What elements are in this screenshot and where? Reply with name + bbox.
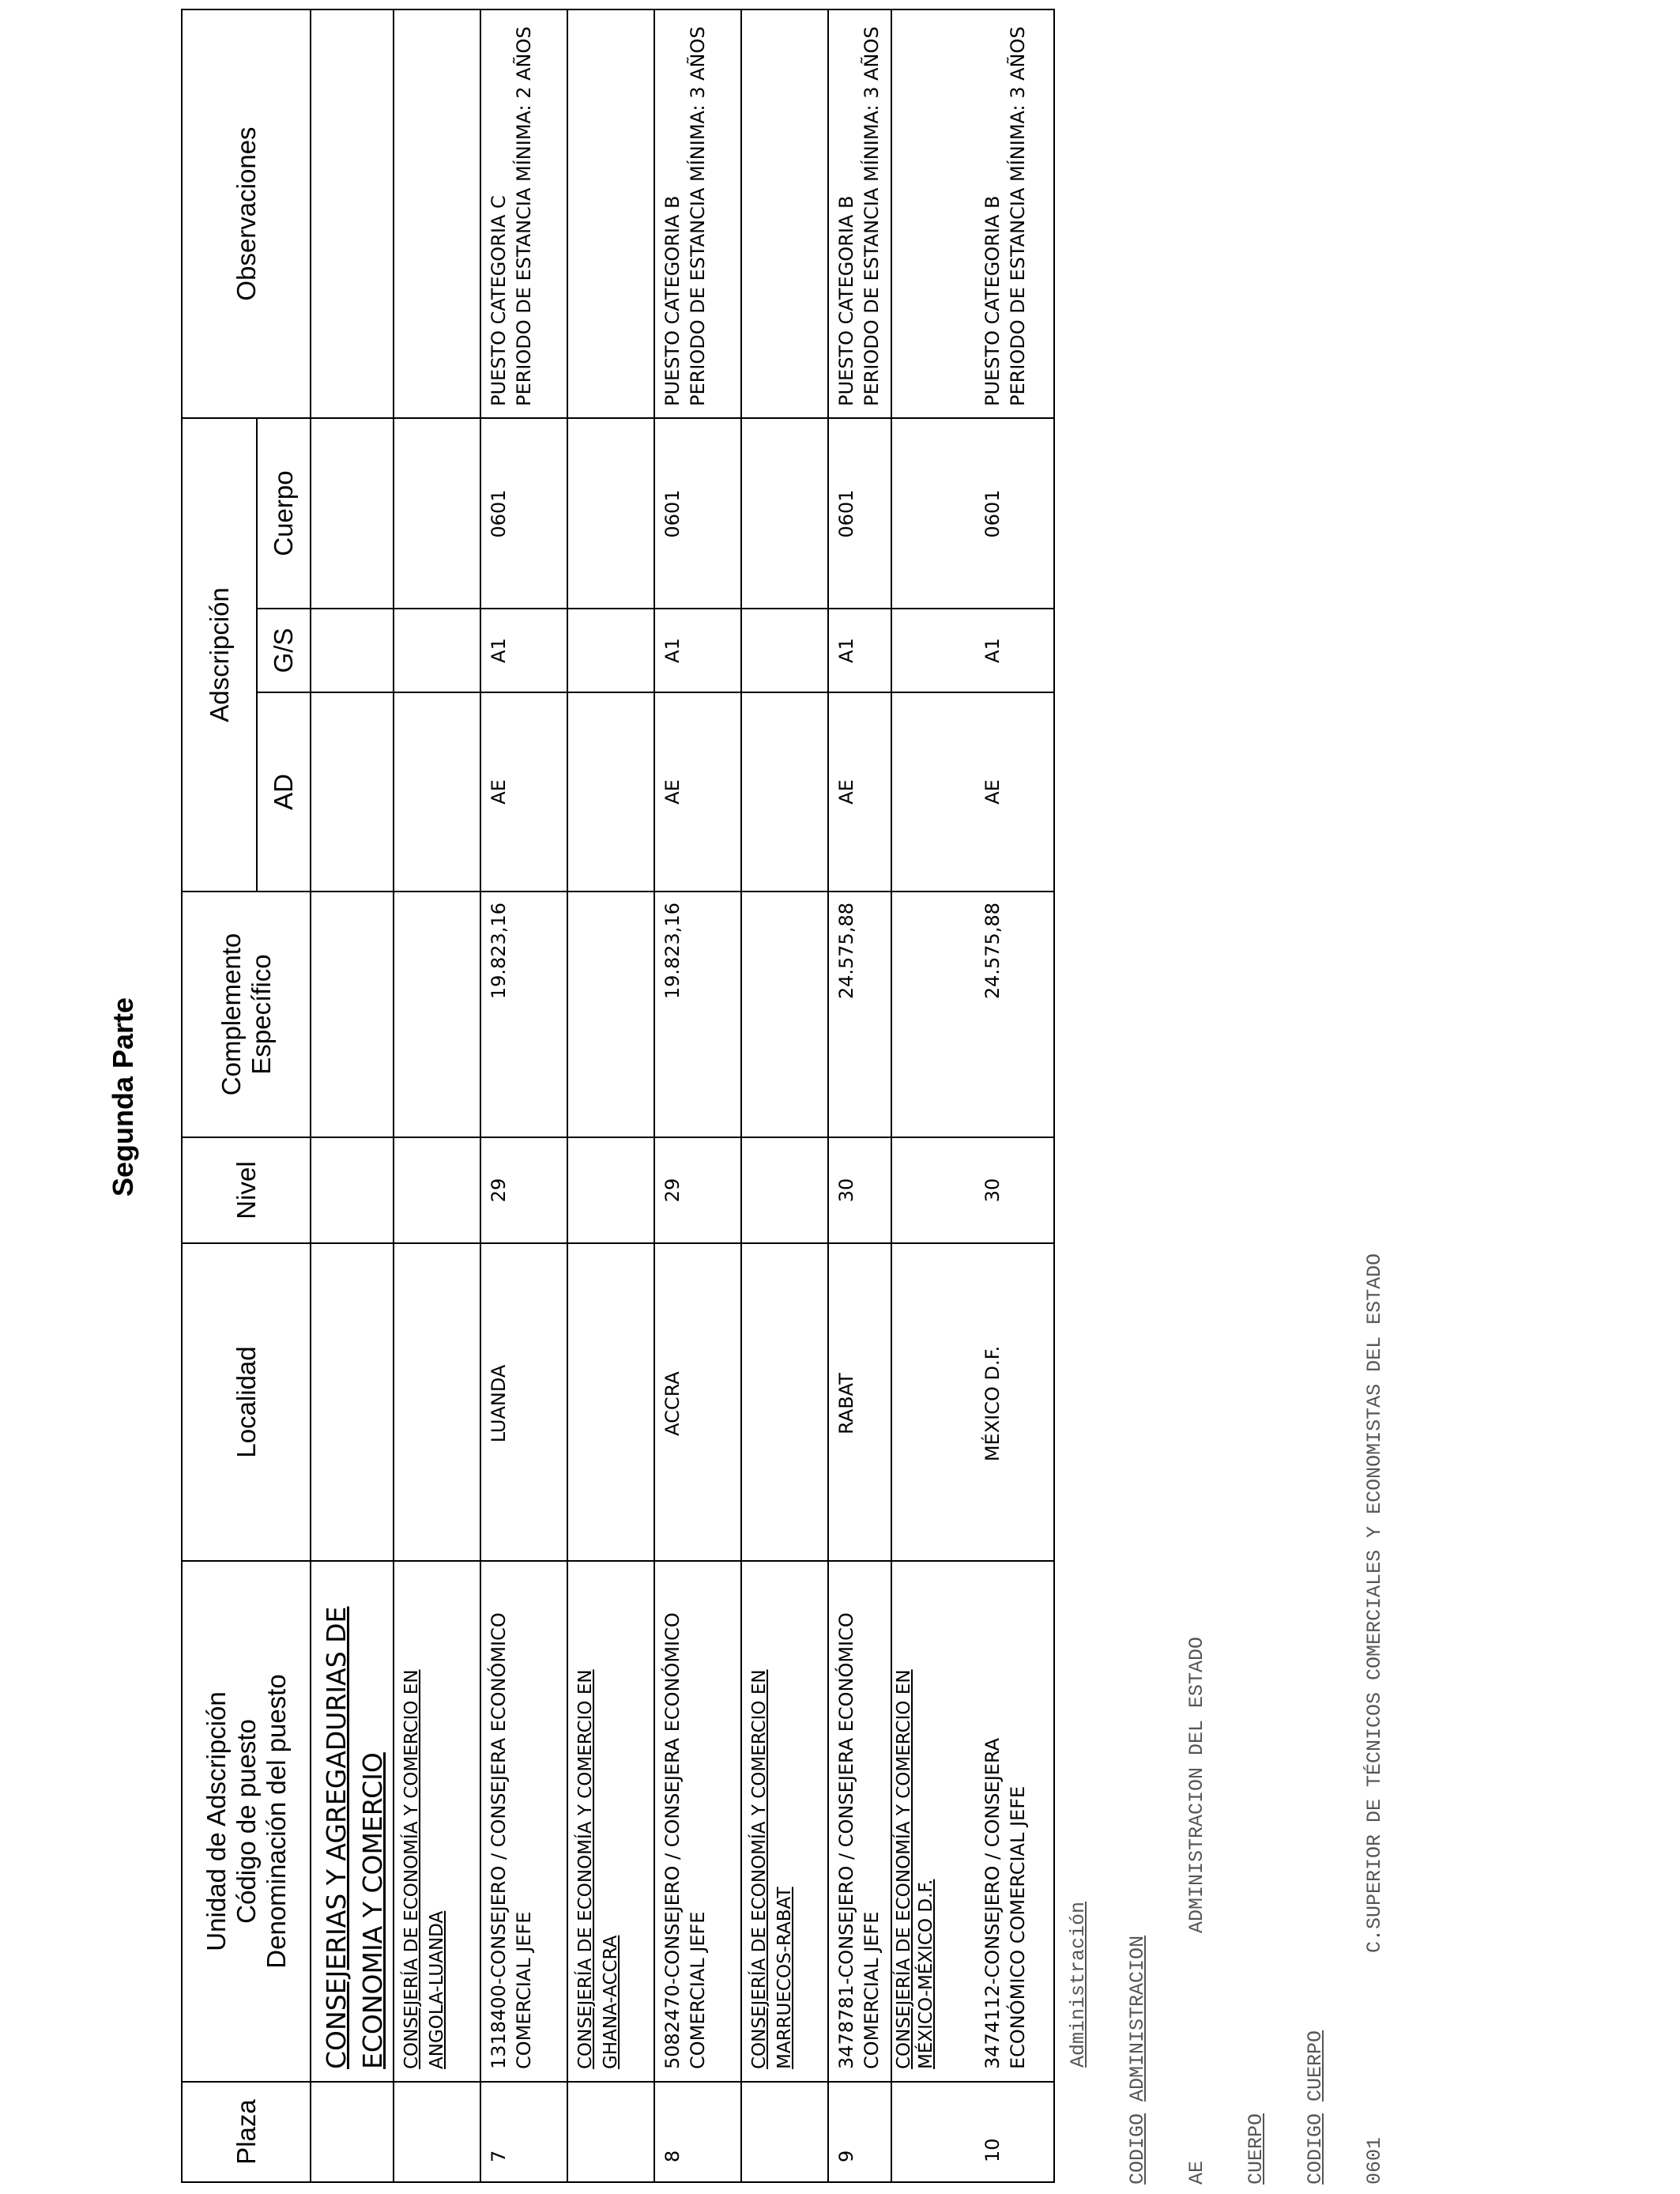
- observaciones-cell: PUESTO CATEGORIA B PERIODO DE ESTANCIA MÍNIMA: 3 AÑOS: [661, 26, 709, 406]
- legend-cuerpo-label: CUERPO: [1245, 2113, 1268, 2185]
- header-observaciones: Observaciones: [231, 126, 261, 301]
- header-cuerpo: Cuerpo: [269, 470, 298, 556]
- puesto-cell: 3474112-CONSEJERO / CONSEJERA ECONÓMICO COMERCIAL JEFE: [981, 1737, 1029, 2069]
- observaciones-cell: PUESTO CATEGORIA B PERIODO DE ESTANCIA MÍNIMA: 3 AÑOS: [981, 26, 1029, 406]
- unit-heading: CONSEJERÍA DE ECONOMÍA Y COMERCIO EN GHANA-ACCRA: [575, 1669, 621, 2069]
- cuerpo-cell: 0601: [488, 489, 510, 538]
- header-unidad: Unidad de Adscripción Código de puesto Denominación del puesto: [201, 1674, 291, 1969]
- localidad-cell: LUANDA: [488, 1364, 510, 1443]
- header-plaza: Plaza: [231, 2099, 261, 2165]
- unit-heading: CONSEJERÍA DE ECONOMÍA Y COMERCIO EN MÉXICO-MÉXICO D.F.: [894, 1669, 936, 2069]
- complemento-cell: 24.575,88: [981, 903, 1004, 1000]
- complemento-cell: 24.575,88: [835, 903, 857, 1000]
- header-gs: G/S: [269, 628, 298, 673]
- legend-codigo-admin: CODIGO ADMINISTRACION: [1126, 1935, 1149, 2185]
- nivel-cell: 30: [981, 1178, 1004, 1203]
- gs-cell: A1: [488, 638, 510, 663]
- ad-cell: AE: [488, 779, 510, 805]
- nivel-cell: 29: [661, 1178, 684, 1203]
- header-adscripcion: Adscripción: [204, 587, 234, 722]
- gs-cell: A1: [835, 638, 857, 663]
- legend-ae-desc: ADMINISTRACION DEL ESTADO: [1185, 1636, 1208, 1933]
- unit-heading: CONSEJERÍA DE ECONOMÍA Y COMERCIO EN ANGOLA-LUANDA: [401, 1669, 447, 2069]
- nivel-cell: 30: [835, 1178, 857, 1203]
- gs-cell: A1: [981, 638, 1004, 663]
- header-complemento: Complemento Específico: [216, 933, 276, 1096]
- nivel-cell: 29: [488, 1178, 510, 1203]
- cuerpo-cell: 0601: [981, 489, 1004, 538]
- plaza-cell: 7: [488, 2150, 510, 2162]
- header-localidad: Localidad: [231, 1346, 261, 1458]
- plaza-cell: 9: [835, 2150, 857, 2162]
- complemento-cell: 19.823,16: [488, 903, 510, 1000]
- localidad-cell: ACCRA: [661, 1371, 684, 1436]
- page-title: Segunda Parte: [107, 997, 139, 1197]
- localidad-cell: MÉXICO D.F.: [981, 1345, 1004, 1462]
- ad-cell: AE: [661, 779, 684, 805]
- header-ad: AD: [269, 774, 298, 810]
- legend-cuerpo-desc: C.SUPERIOR DE TÉCNICOS COMERCIALES Y ECONOMISTAS DEL ESTADO: [1363, 1253, 1386, 1953]
- legend-administracion-label: Administración: [1067, 1901, 1090, 2068]
- observaciones-cell: PUESTO CATEGORIA C PERIODO DE ESTANCIA MÍNIMA: 2 AÑOS: [488, 26, 535, 406]
- plaza-cell: 10: [981, 2138, 1004, 2162]
- ad-cell: AE: [835, 779, 857, 805]
- cuerpo-cell: 0601: [661, 489, 684, 538]
- legend-ae-code: AE: [1185, 2160, 1208, 2185]
- legend-cuerpo-code: 0601: [1363, 2136, 1386, 2185]
- cuerpo-cell: 0601: [835, 489, 857, 538]
- plaza-cell: 8: [661, 2150, 684, 2162]
- section-title: CONSEJERIAS Y AGREGADURIAS DE ECONOMIA Y COMERCIO: [321, 1606, 388, 2069]
- gs-cell: A1: [661, 638, 684, 663]
- legend-codigo-cuerpo: CODIGO CUERPO: [1304, 2030, 1327, 2185]
- complemento-cell: 19.823,16: [661, 903, 684, 1000]
- puesto-cell: 3478781-CONSEJERO / CONSEJERA ECONÓMICO COMERCIAL JEFE: [835, 1612, 883, 2069]
- header-nivel: Nivel: [231, 1161, 261, 1220]
- puesto-cell: 5082470-CONSEJERO / CONSEJERA ECONÓMICO COMERCIAL JEFE: [661, 1612, 709, 2069]
- puesto-cell: 1318400-CONSEJERO / CONSEJERA ECONÓMICO COMERCIAL JEFE: [488, 1612, 535, 2069]
- unit-heading: CONSEJERÍA DE ECONOMÍA Y COMERCIO EN MARRUECOS-RABAT: [749, 1669, 795, 2069]
- observaciones-cell: PUESTO CATEGORIA B PERIODO DE ESTANCIA MÍNIMA: 3 AÑOS: [835, 26, 883, 406]
- localidad-cell: RABAT: [835, 1373, 857, 1434]
- ad-cell: AE: [981, 779, 1004, 805]
